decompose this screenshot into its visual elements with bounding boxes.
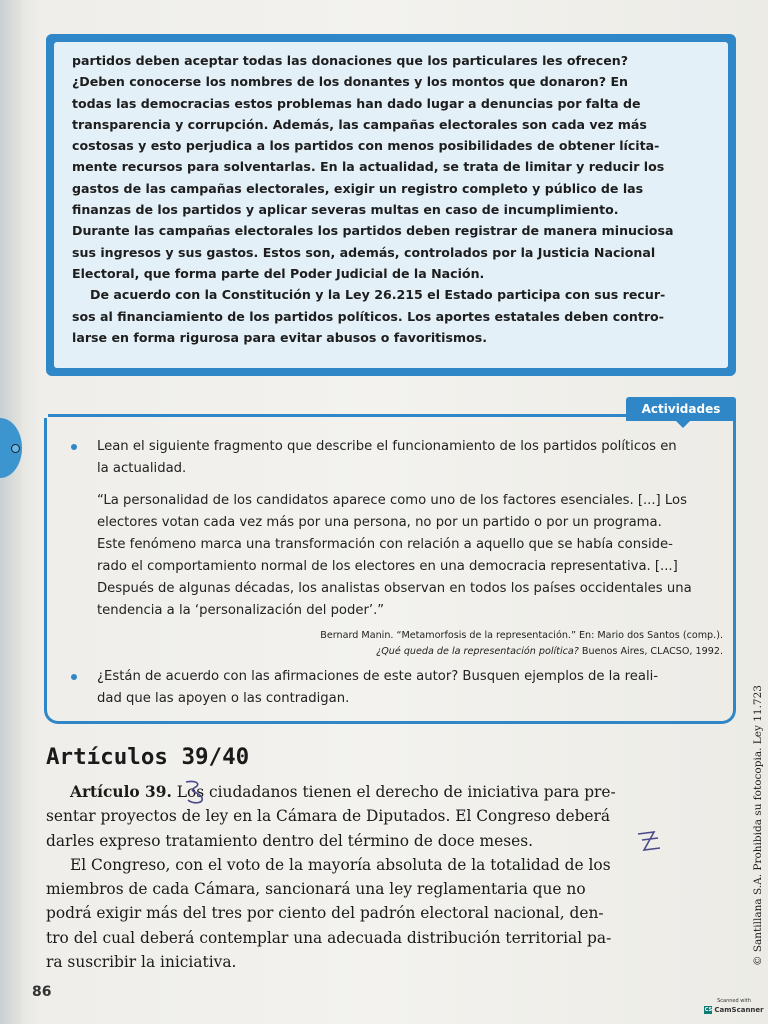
activity-line: ¿Están de acuerdo con las afirmaciones de este autor? Busquen ejemplos de la reali- xyxy=(97,669,659,684)
article-line: miembros de cada Cámara, sancionará una ley reglamentaria que no xyxy=(46,880,586,899)
activity-line: Lean el siguiente fragmento que describe el funcionamiento de los partidos políticos en xyxy=(97,439,677,454)
activity-bullet-1 xyxy=(67,436,723,480)
article-line: ra suscribir la iniciativa. xyxy=(46,953,237,972)
page-fold-shadow xyxy=(0,0,22,1024)
quote-line: Después de algunas décadas, los analistas observan en todos los países occidentales una xyxy=(97,581,692,596)
info-box-inner xyxy=(54,42,728,368)
articles-heading: Artículos 39/40 xyxy=(46,744,250,770)
scanner-brand: CamScanner xyxy=(714,1006,764,1014)
activities-header-rule xyxy=(48,414,630,417)
info-line: transparencia y corrupción. Además, las campañas electorales son cada vez más xyxy=(72,116,647,132)
article-line: Los ciudadanos tienen el derecho de iniciativa para pre- xyxy=(171,783,616,801)
scanner-line-2 xyxy=(704,1005,764,1015)
article-line: El Congreso, con el voto de la mayoría absoluta de la totalidad de los xyxy=(70,855,611,874)
page-number: 86 xyxy=(32,984,52,1000)
info-line: partidos deben aceptar todas las donaciones que los particulares les ofrecen? xyxy=(72,53,629,68)
info-box-text xyxy=(72,50,712,348)
info-line: sos al financiamiento de los partidos políticos. Los aportes estatales deben contro- xyxy=(72,308,664,324)
activity-bullet-2 xyxy=(67,666,723,710)
scanner-line-1: Scanned with xyxy=(717,998,751,1004)
quote-line: Este fenómeno marca una transformación con relación a aquello que se había conside- xyxy=(97,537,673,552)
quote-line: electores votan cada vez más por una persona, no por un partido o por un programa. xyxy=(97,515,662,530)
camscanner-logo-icon: CS xyxy=(704,1007,713,1013)
pen-mark-icon xyxy=(634,826,664,856)
info-line: ¿Deben conocerse los nombres de los donantes y los montos que donaron? En xyxy=(72,74,629,90)
info-line: mente recursos para solventarlas. En la actualidad, se trata de limitar y reducir los xyxy=(72,159,665,175)
copyright-side-note: © Santillana S.A. Prohibida su fotocopia. Ley 11.723 xyxy=(752,685,764,966)
activities-content xyxy=(67,436,723,710)
info-line: todas las democracias estos problemas han dado lugar a denuncias por falta de xyxy=(72,95,641,111)
camscanner-watermark xyxy=(704,998,764,1020)
tab-dot xyxy=(11,444,20,453)
quote-line: “La personalidad de los candidatos aparece como uno de los factores esenciales. [...] Los xyxy=(97,493,687,508)
quote-block xyxy=(97,490,723,622)
bullet-dot-icon xyxy=(71,674,77,680)
pen-mark-icon xyxy=(182,778,208,806)
activities-badge: Actividades xyxy=(626,397,736,421)
quote-line: rado el comportamiento normal de los electores en una democracia representativa. [...] xyxy=(97,559,678,574)
quote-line: tendencia a la ‘personalización del poder’.” xyxy=(97,603,385,618)
article-line: tro del cual deberá contemplar una adecuada distribución territorial pa- xyxy=(46,928,612,947)
activities-box xyxy=(44,418,736,724)
info-line: Durante las campañas electorales los partidos deben registrar de manera minuciosa xyxy=(72,223,674,239)
info-line: larse en forma rigurosa para evitar abusos o favoritismos. xyxy=(72,329,488,345)
article-39-paragraph xyxy=(46,780,732,804)
activity-line: dad que las apoyen o las contradigan. xyxy=(97,691,350,706)
info-line: De acuerdo con la Constitución y la Ley 26.215 el Estado participa con sus recur- xyxy=(90,287,666,303)
info-line: sus ingresos y sus gastos. Estos son, además, controlados por la Justicia Nacional xyxy=(72,244,656,260)
quote-source-2 xyxy=(67,644,723,660)
activity-line: la actualidad. xyxy=(97,461,187,476)
info-box xyxy=(46,34,736,376)
info-line: finanzas de los partidos y aplicar severas multas en caso de incumplimiento. xyxy=(72,202,619,218)
articles-body xyxy=(46,780,732,974)
article-line: podrá exigir más del tres por ciento del padrón electoral nacional, den- xyxy=(46,904,604,923)
info-line: Electoral, que forma parte del Poder Judicial de la Nación. xyxy=(72,265,485,281)
article-line: darles expreso tratamiento dentro del término de doce meses. xyxy=(46,831,533,850)
bullet-dot-icon xyxy=(71,444,77,450)
quote-source: Bernard Manin. “Metamorfosis de la representación.” En: Mario dos Santos (comp.). xyxy=(320,630,723,641)
article-line: sentar proyectos de ley en la Cámara de Diputados. El Congreso deberá xyxy=(46,807,611,826)
source-publisher: Buenos Aires, CLACSO, 1992. xyxy=(578,646,723,657)
source-book-title: ¿Qué queda de la representación política? xyxy=(376,646,579,657)
info-line: costosas y esto perjudica a los partidos con menos posibilidades de obtener lícita- xyxy=(72,138,660,154)
article-39-label: Artículo 39. xyxy=(70,783,172,801)
info-line: gastos de las campañas electorales, exigir un registro completo y público de las xyxy=(72,180,644,196)
